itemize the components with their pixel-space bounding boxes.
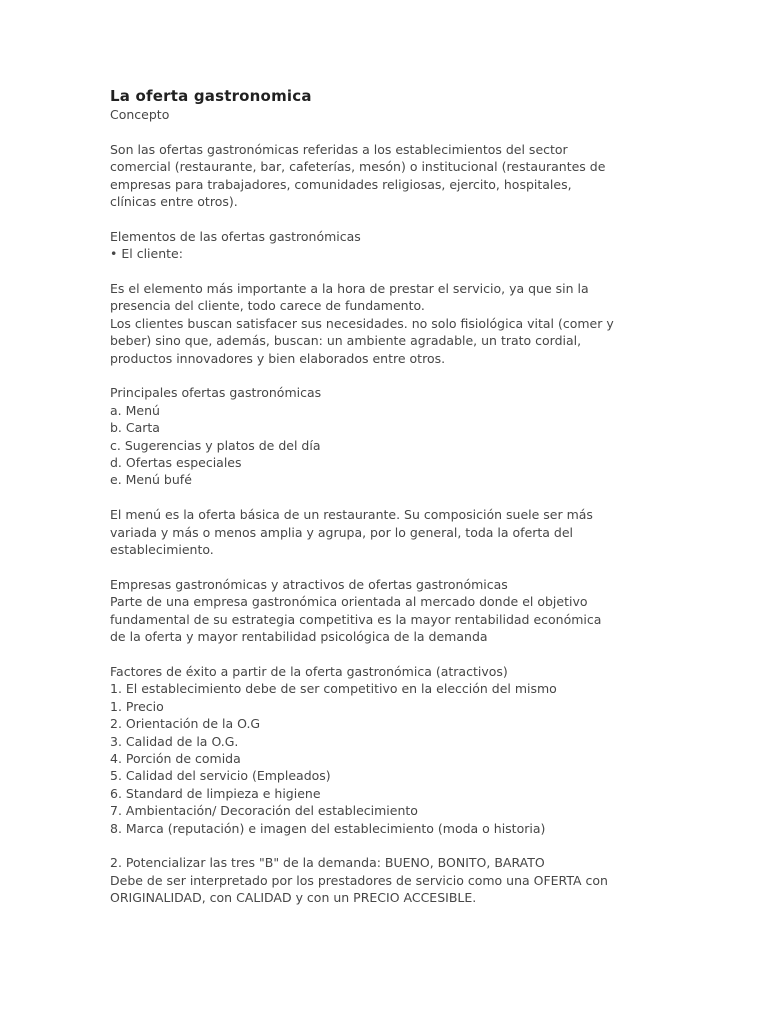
text-line: beber) sino que, además, buscan: un ambiente agradable, un trato cordial, <box>110 333 582 349</box>
principales-list <box>110 384 730 488</box>
text-line: presencia del cliente, todo carece de fundamento. <box>110 298 425 314</box>
document-content <box>110 86 730 907</box>
text-line: Elementos de las ofertas gastronómicas <box>110 228 361 244</box>
text-line: Son las ofertas gastronómicas referidas a los establecimientos del sector <box>110 141 568 157</box>
empresas-paragraph <box>110 576 730 646</box>
text-line: ORIGINALIDAD, con CALIDAD y con un PRECIO ACCESIBLE. <box>110 890 477 906</box>
text-line: clínicas entre otros). <box>110 194 238 210</box>
text-line: b. Carta <box>110 420 160 436</box>
cliente-paragraph <box>110 280 730 367</box>
factores-list <box>110 663 730 837</box>
document-title: La oferta gastronomica <box>110 87 312 105</box>
text-line: Principales ofertas gastronómicas <box>110 385 322 401</box>
text-line: Empresas gastronómicas y atractivos de ofertas gastronómicas <box>110 576 508 592</box>
text-line: 2. Orientación de la O.G <box>110 716 261 732</box>
text-line: empresas para trabajadores, comunidades religiosas, ejercito, hospitales, <box>110 176 572 192</box>
text-line: Parte de una empresa gastronómica orientada al mercado donde el objetivo <box>110 594 588 610</box>
text-line: 6. Standard de limpieza e higiene <box>110 785 321 801</box>
document-blocks <box>110 106 730 907</box>
concepto-label <box>110 106 730 123</box>
menu-paragraph <box>110 506 730 558</box>
text-line: establecimiento. <box>110 542 214 558</box>
text-line: 1. El establecimiento debe de ser competitivo en la elección del mismo <box>110 681 557 697</box>
text-line: 4. Porción de comida <box>110 750 241 766</box>
text-line: d. Ofertas especiales <box>110 455 242 471</box>
text-line: 3. Calidad de la O.G. <box>110 733 239 749</box>
text-line: 7. Ambientación/ Decoración del establecimiento <box>110 803 418 819</box>
text-line: 5. Calidad del servicio (Empleados) <box>110 768 331 784</box>
potencializar-paragraph <box>110 854 730 906</box>
text-line: c. Sugerencias y platos de del día <box>110 437 321 453</box>
intro-paragraph <box>110 141 730 211</box>
text-line: fundamental de su estrategia competitiva es la mayor rentabilidad económica <box>110 611 602 627</box>
text-line: Concepto <box>110 107 170 122</box>
text-line: 2. Potencializar las tres "B" de la demanda: BUENO, BONITO, BARATO <box>110 855 545 871</box>
text-line: productos innovadores y bien elaborados entre otros. <box>110 350 446 366</box>
text-line: Factores de éxito a partir de la oferta gastronómica (atractivos) <box>110 663 508 679</box>
text-line: Los clientes buscan satisfacer sus necesidades. no solo fisiológica vital (comer y <box>110 315 614 331</box>
text-line: variada y más o menos amplia y agrupa, por lo general, toda la oferta del <box>110 524 574 540</box>
text-line: Es el elemento más importante a la hora de prestar el servicio, ya que sin la <box>110 281 589 297</box>
text-line: de la oferta y mayor rentabilidad psicológica de la demanda <box>110 629 488 645</box>
elementos-heading <box>110 228 730 263</box>
text-line: comercial (restaurante, bar, cafeterías, mesón) o institucional (restaurantes de <box>110 159 606 175</box>
text-line: 1. Precio <box>110 698 164 714</box>
text-line: a. Menú <box>110 402 160 418</box>
text-line: 8. Marca (reputación) e imagen del establecimiento (moda o historia) <box>110 820 546 836</box>
text-line: Debe de ser interpretado por los prestadores de servicio como una OFERTA con <box>110 872 608 888</box>
text-line: e. Menú bufé <box>110 472 192 488</box>
text-line: • El cliente: <box>110 246 183 262</box>
text-line: El menú es la oferta básica de un restaurante. Su composición suele ser más <box>110 507 593 523</box>
